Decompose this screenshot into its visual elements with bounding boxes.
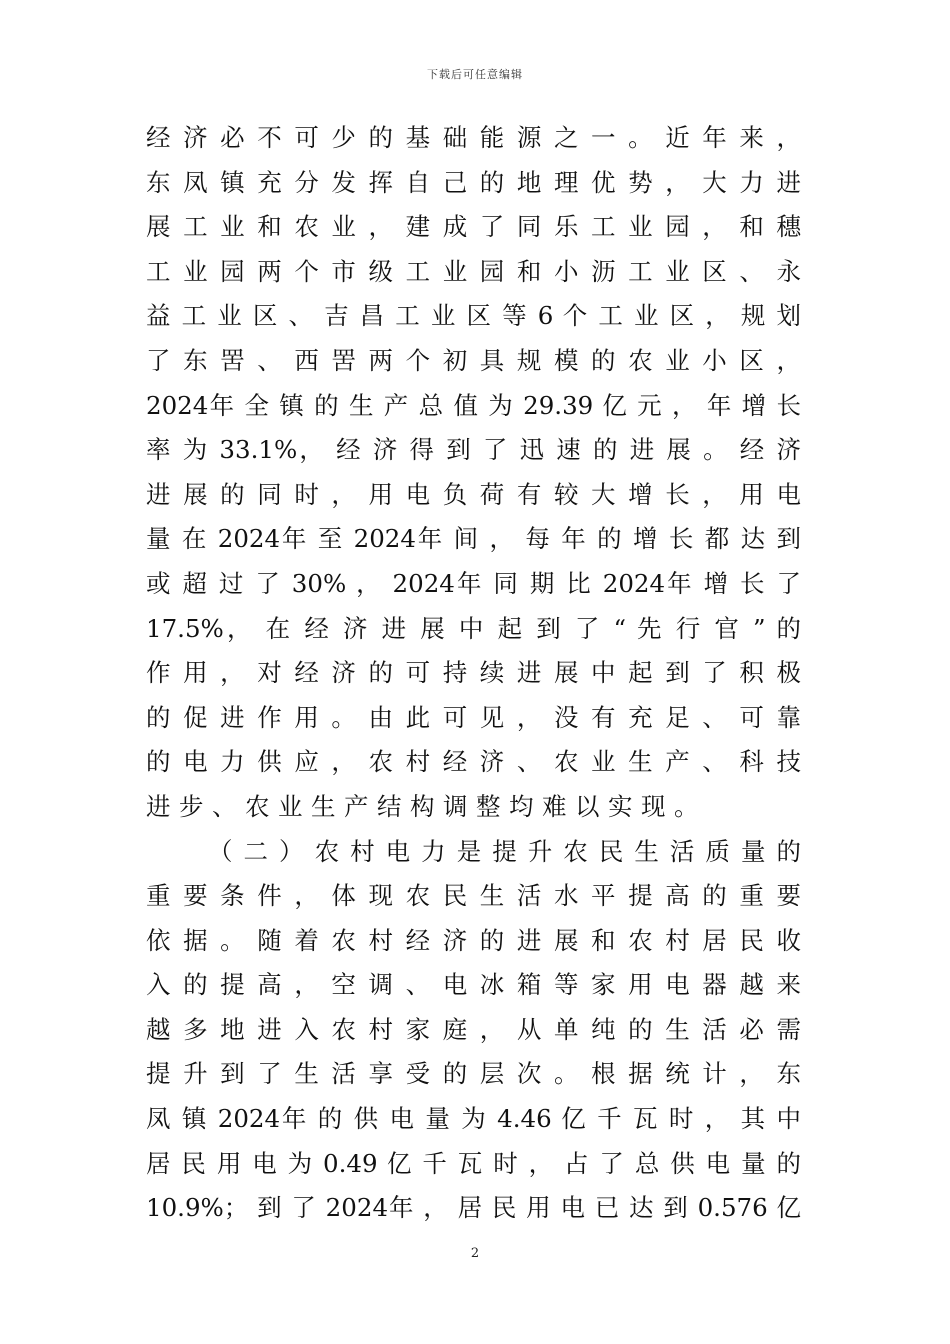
text-line: 量 在 2024年 至 2024年 间 ， 每 年 的 增 长 都 达 到 bbox=[146, 524, 801, 554]
text-line: 或 超 过 了 30% ， 2024年 同 期 比 2024年 增 长 了 bbox=[146, 568, 801, 598]
page-number: 2 bbox=[470, 1246, 480, 1261]
paragraph-start-line: （ 二 ） 农 村 电 力 是 提 升 农 民 生 活 质 量 的 bbox=[208, 836, 801, 866]
text-line: 率 为 33.1%， 经 济 得 到 了 迅 速 的 进 展 。 经 济 bbox=[146, 435, 801, 465]
text-line: 的 促 进 作 用 。 由 此 可 见 ， 没 有 充 足 、 可 靠 bbox=[146, 702, 801, 732]
document-body bbox=[146, 116, 801, 1231]
text-line: 提 升 到 了 生 活 享 受 的 层 次 。 根 据 统 计 ， 东 bbox=[146, 1059, 801, 1089]
text-line: 工 业 园 两 个 市 级 工 业 园 和 小 沥 工 业 区 、 永 bbox=[146, 256, 801, 286]
text-line: 东 凤 镇 充 分 发 挥 自 己 的 地 理 优 势 ， 大 力 进 bbox=[146, 167, 801, 197]
text-line: 17.5%， 在 经 济 进 展 中 起 到 了 “ 先 行 官 ” 的 bbox=[146, 613, 801, 643]
text-line: 进 展 的 同 时 ， 用 电 负 荷 有 较 大 增 长 ， 用 电 bbox=[146, 479, 801, 509]
page-header: 下载后可任意编辑 bbox=[427, 68, 523, 81]
text-line: 作 用 ， 对 经 济 的 可 持 续 进 展 中 起 到 了 积 极 bbox=[146, 658, 801, 688]
text-line: 展 工 业 和 农 业 ， 建 成 了 同 乐 工 业 园 ， 和 穗 bbox=[146, 212, 801, 242]
text-line: 重 要 条 件 ， 体 现 农 民 生 活 水 平 提 高 的 重 要 bbox=[146, 881, 801, 911]
text-line: 依 据 。 随 着 农 村 经 济 的 进 展 和 农 村 居 民 收 bbox=[146, 925, 801, 955]
text-line: 2024年 全 镇 的 生 产 总 值 为 29.39 亿 元 ， 年 增 长 bbox=[146, 390, 801, 420]
text-line: 益 工 业 区 、 吉 昌 工 业 区 等 6 个 工 业 区 ， 规 划 bbox=[146, 301, 801, 331]
text-line: 了 东 罟 、 西 罟 两 个 初 具 规 模 的 农 业 小 区 ， bbox=[146, 345, 801, 375]
paragraph-end-line: 进步、农业生产结构调整均难以实现。 bbox=[146, 791, 707, 821]
text-line: 经 济 必 不 可 少 的 基 础 能 源 之 一 。 近 年 来 ， bbox=[146, 123, 801, 152]
text-line: 的 电 力 供 应 ， 农 村 经 济 、 农 业 生 产 、 科 技 bbox=[146, 747, 801, 777]
text-line: 越 多 地 进 入 农 村 家 庭 ， 从 单 纯 的 生 活 必 需 bbox=[146, 1014, 801, 1044]
text-line: 入 的 提 高 ， 空 调 、 电 冰 箱 等 家 用 电 器 越 来 bbox=[146, 970, 801, 1000]
text-line: 居 民 用 电 为 0.49 亿 千 瓦 时 ， 占 了 总 供 电 量 的 bbox=[146, 1148, 801, 1178]
text-line: 凤 镇 2024年 的 供 电 量 为 4.46 亿 千 瓦 时 ， 其 中 bbox=[146, 1104, 801, 1134]
text-line: 10.9%； 到 了 2024年 ， 居 民 用 电 已 达 到 0.576 亿 bbox=[146, 1193, 801, 1223]
